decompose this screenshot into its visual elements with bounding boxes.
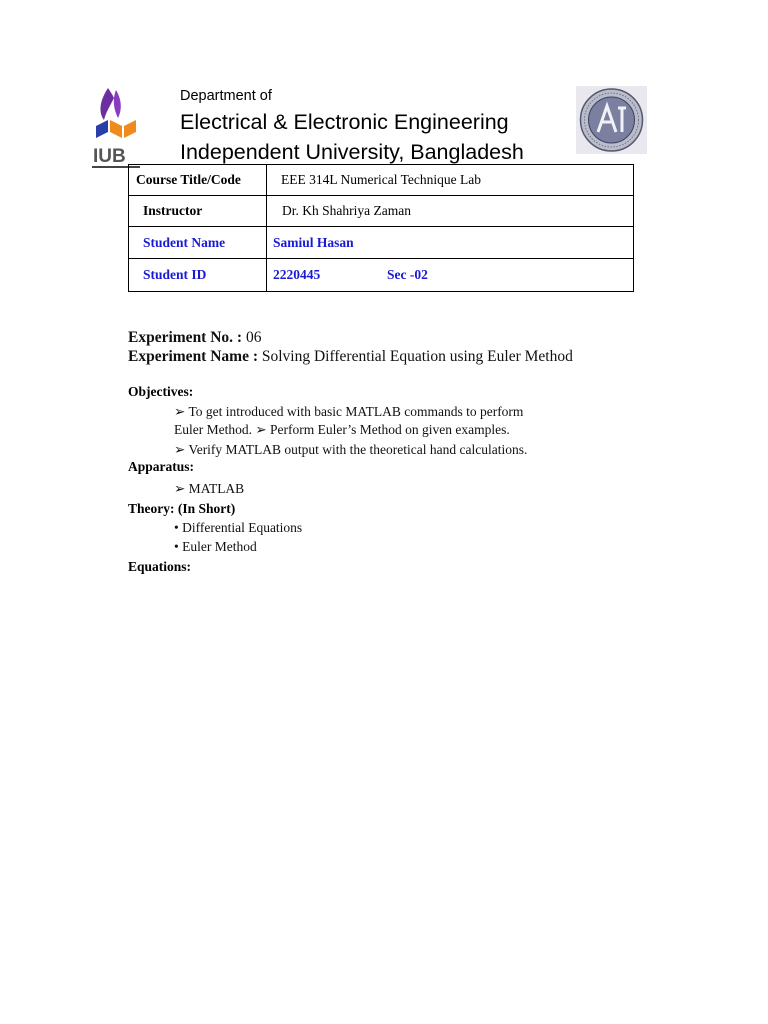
accreditation-seal-logo bbox=[576, 86, 647, 154]
experiment-number-label: Experiment No. : bbox=[128, 329, 243, 346]
table-row-instructor bbox=[129, 196, 634, 227]
header-department-of: Department of bbox=[180, 88, 272, 104]
objectives-line-3: ➢ Verify MATLAB output with the theoretical hand calculations. bbox=[174, 442, 528, 457]
course-value: EEE 314L Numerical Technique Lab bbox=[281, 172, 481, 187]
table-row-course bbox=[129, 165, 634, 196]
student-name-label: Student Name bbox=[143, 234, 226, 250]
experiment-number-value: 06 bbox=[245, 329, 262, 346]
course-label: Course Title/Code bbox=[136, 172, 241, 187]
student-id-label: Student ID bbox=[143, 267, 207, 282]
header-department-name: Electrical & Electronic Engineering bbox=[180, 110, 509, 134]
experiment-name bbox=[128, 348, 573, 366]
experiment-name-value: Solving Differential Equation using Euler Method bbox=[261, 348, 573, 365]
section-value: Sec -02 bbox=[387, 267, 428, 282]
student-id-label-cell bbox=[129, 259, 267, 292]
apparatus-heading: Apparatus: bbox=[128, 459, 195, 474]
experiment-number bbox=[128, 329, 261, 347]
experiment-name-label: Experiment Name : bbox=[128, 348, 258, 365]
student-name-value: Samiul Hasan bbox=[273, 234, 354, 250]
objectives-heading: Objectives: bbox=[128, 384, 194, 399]
objectives-line-1: ➢ To get introduced with basic MATLAB commands to perform bbox=[174, 404, 524, 419]
objectives-line-2: Euler Method. ➢ Perform Euler’s Method on given examples. bbox=[174, 422, 510, 437]
student-name-label-cell bbox=[129, 227, 267, 259]
header-university-name: Independent University, Bangladesh bbox=[180, 140, 524, 164]
theory-item-2: • Euler Method bbox=[174, 539, 257, 554]
iub-logo bbox=[92, 86, 142, 170]
theory-heading: Theory: (In Short) bbox=[128, 501, 236, 516]
course-value-cell bbox=[267, 165, 634, 196]
iub-logo-text: IUB bbox=[93, 146, 126, 167]
theory-item-1: • Differential Equations bbox=[174, 520, 303, 535]
table-row-student-id bbox=[129, 259, 634, 292]
instructor-value: Dr. Kh Shahriya Zaman bbox=[282, 203, 411, 218]
instructor-label: Instructor bbox=[143, 203, 203, 218]
student-id-value-cell bbox=[267, 259, 634, 292]
student-info-table bbox=[128, 164, 634, 292]
student-id-value: 2220445 bbox=[273, 267, 321, 282]
instructor-value-cell bbox=[267, 196, 634, 227]
equations-heading: Equations: bbox=[128, 559, 192, 574]
apparatus-item: ➢ MATLAB bbox=[174, 481, 245, 496]
course-label-cell bbox=[129, 165, 267, 196]
table-row-student-name bbox=[129, 227, 634, 259]
instructor-label-cell bbox=[129, 196, 267, 227]
student-name-value-cell bbox=[267, 227, 634, 259]
